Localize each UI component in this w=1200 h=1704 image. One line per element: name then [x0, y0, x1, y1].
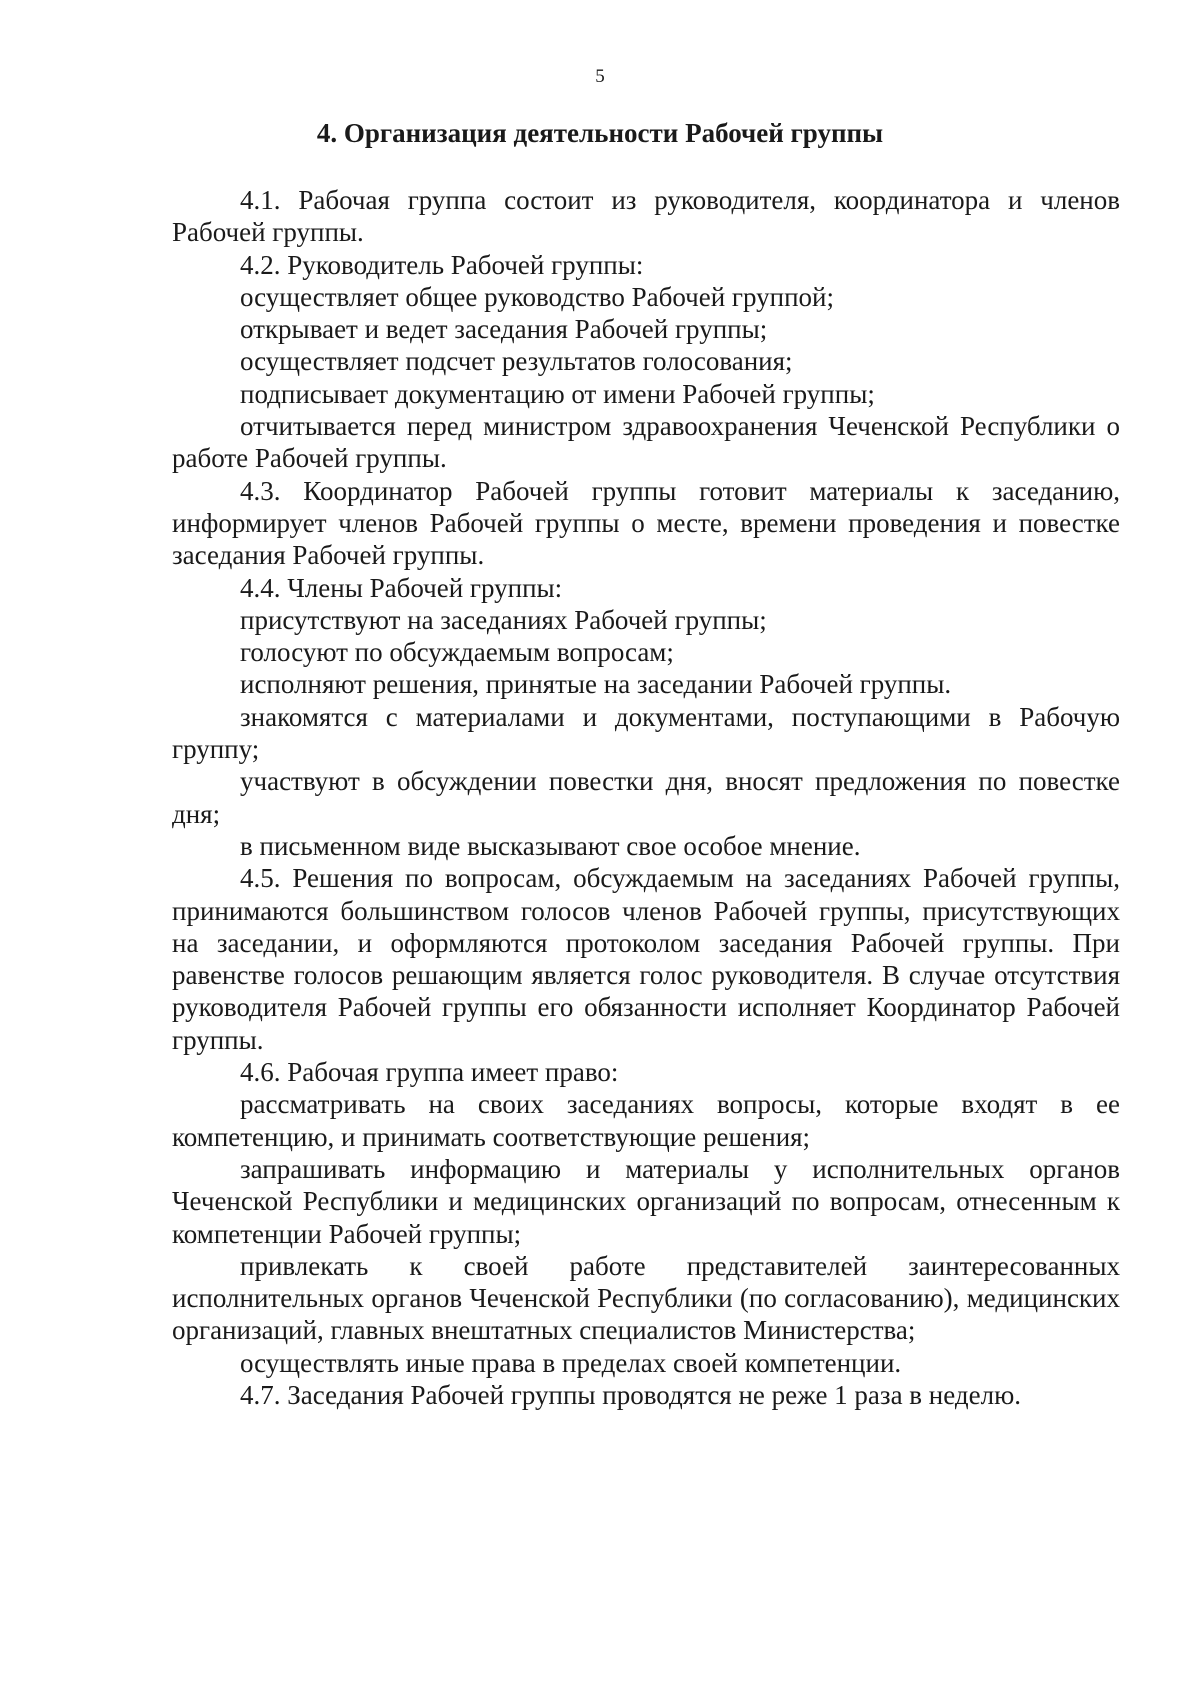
list-item: осуществляет общее руководство Рабочей группой;	[240, 281, 834, 312]
section-title: 4. Организация деятельности Рабочей группы	[316, 118, 884, 148]
list-item: привлекать к своей работе представителей заинтересованных исполнительных органов Чеченской Республики (по согласованию), медицинских организаций, главных внештатных специалистов Министерства;	[172, 1250, 1120, 1346]
list-item: голосуют по обсуждаемым вопросам;	[240, 637, 674, 668]
page-number: 5	[595, 66, 605, 87]
paragraph-4-1: 4.1. Рабочая группа состоит из руководителя, координатора и членов Рабочей группы.	[172, 185, 1120, 248]
list-item: открывает и ведет заседания Рабочей группы;	[240, 314, 768, 345]
paragraph-4-2: 4.2. Руководитель Рабочей группы:	[240, 249, 644, 280]
paragraph-4-3: 4.3. Координатор Рабочей группы готовит материалы к заседанию, информирует членов Рабочей группы о месте, времени проведения и повестке заседания Рабочей группы.	[172, 475, 1120, 571]
list-item: осуществлять иные права в пределах своей компетенции.	[240, 1347, 902, 1378]
list-item: осуществляет подсчет результатов голосования;	[240, 346, 793, 377]
paragraph-4-5: 4.5. Решения по вопросам, обсуждаемым на заседаниях Рабочей группы, принимаются большинством голосов членов Рабочей группы, присутствующих на заседании, и оформляются протоколом заседания Рабочей группы. При равенстве голосов решающим является голос руководителя. В случае отсутствия руководителя Рабочей группы его обязанности исполняет Координатор Рабочей группы.	[172, 863, 1120, 1055]
list-item: присутствуют на заседаниях Рабочей группы;	[240, 604, 767, 635]
list-item: в письменном виде высказывают свое особое мнение.	[240, 830, 861, 861]
section-body	[172, 184, 1120, 1411]
list-item: отчитывается перед министром здравоохранения Чеченской Республики о работе Рабочей группы.	[172, 411, 1120, 474]
paragraph-4-4: 4.4. Члены Рабочей группы:	[240, 572, 563, 603]
list-item: участвуют в обсуждении повестки дня, вносят предложения по повестке дня;	[172, 766, 1120, 829]
list-item: рассматривать на своих заседаниях вопросы, которые входят в ее компетенцию, и принимать соответствующие решения;	[172, 1089, 1120, 1152]
paragraph-4-6: 4.6. Рабочая группа имеет право:	[240, 1057, 619, 1088]
list-item: знакомятся с материалами и документами, поступающими в Рабочую группу;	[172, 701, 1120, 765]
paragraph-4-7: 4.7. Заседания Рабочей группы проводятся не реже 1 раза в неделю.	[240, 1379, 1021, 1410]
list-item: исполняют решения, принятые на заседании Рабочей группы.	[240, 669, 952, 700]
list-item: запрашивать информацию и материалы у исполнительных органов Чеченской Республики и медицинских организаций по вопросам, отнесенным к компетенции Рабочей группы;	[172, 1153, 1120, 1249]
list-item: подписывает документацию от имени Рабочей группы;	[240, 378, 875, 409]
